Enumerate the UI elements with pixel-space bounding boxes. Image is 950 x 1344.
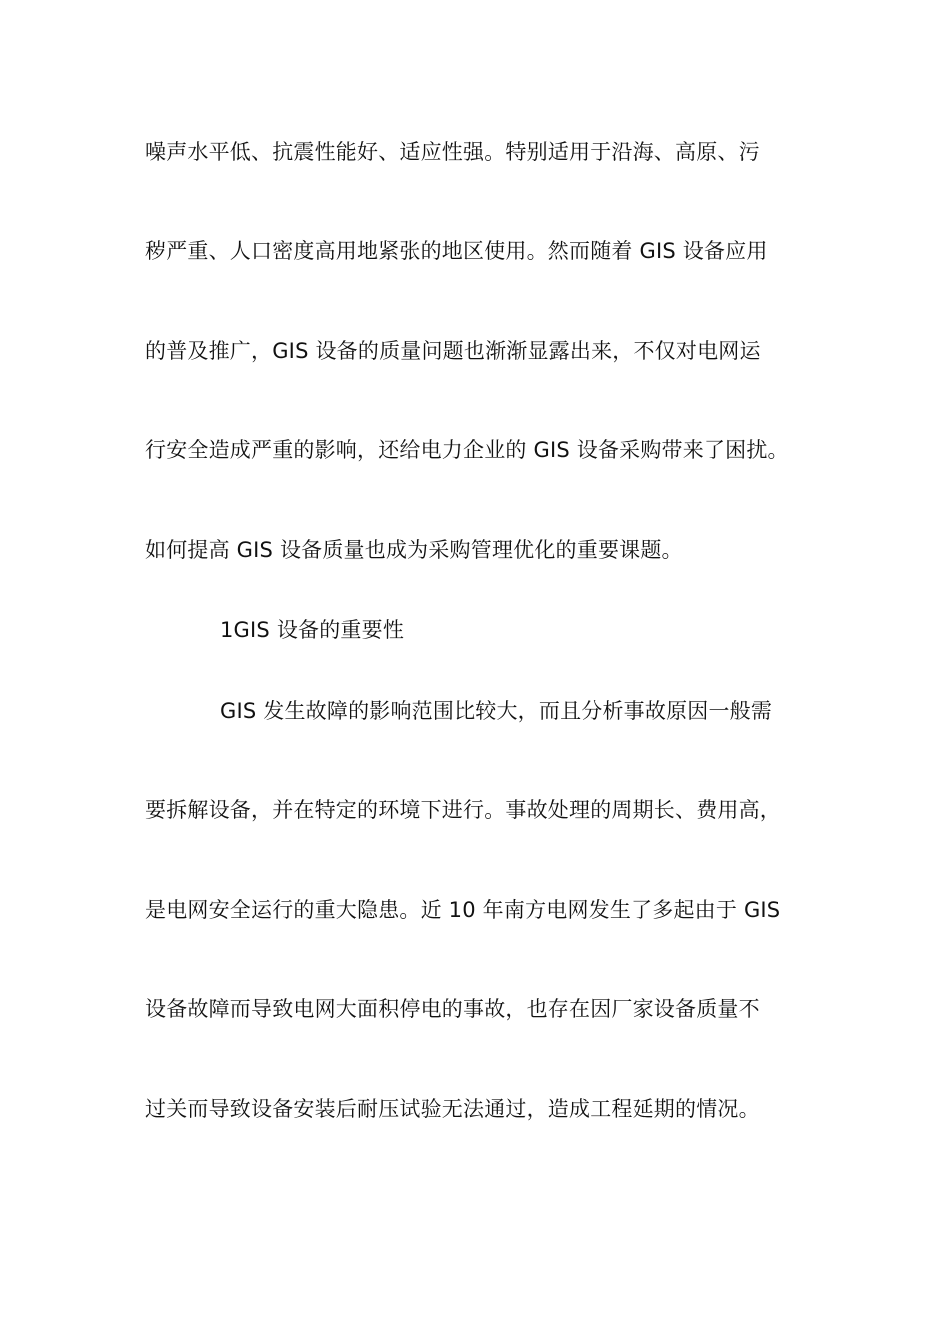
paragraph-line: 行安全造成严重的影响，还给电力企业的 GIS 设备采购带来了困扰。	[145, 438, 789, 462]
paragraph-line: 要拆解设备，并在特定的环境下进行。事故处理的周期长、费用高，	[145, 798, 781, 822]
paragraph-line: GIS 发生故障的影响范围比较大，而且分析事故原因一般需	[220, 699, 773, 723]
paragraph-line: 秽严重、人口密度高用地紧张的地区使用。然而随着 GIS 设备应用	[145, 239, 768, 263]
paragraph-line: 设备故障而导致电网大面积停电的事故，也存在因厂家设备质量不	[145, 997, 760, 1021]
paragraph-line: 噪声水平低、抗震性能好、适应性强。特别适用于沿海、高原、污	[145, 140, 760, 164]
paragraph-line: 如何提高 GIS 设备质量也成为采购管理优化的重要课题。	[145, 538, 683, 562]
section-heading: 1GIS 设备的重要性	[220, 618, 405, 642]
paragraph-line: 的普及推广，GIS 设备的质量问题也渐渐显露出来，不仅对电网运	[145, 339, 761, 363]
paragraph-line: 是电网安全运行的重大隐患。近 10 年南方电网发生了多起由于 GIS	[145, 898, 781, 922]
paragraph-line: 过关而导致设备安装后耐压试验无法通过，造成工程延期的情况。	[145, 1097, 760, 1121]
